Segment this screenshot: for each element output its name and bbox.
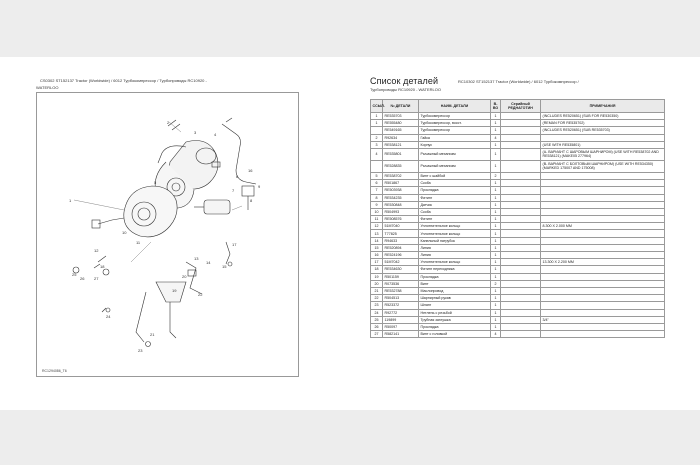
cell-part: 51M7042 bbox=[383, 259, 419, 266]
cell-ref: 17 bbox=[371, 259, 383, 266]
table-row bbox=[371, 244, 665, 251]
cell-qty: 1 bbox=[491, 287, 501, 294]
table-row bbox=[371, 187, 665, 194]
callout-11: 11 bbox=[136, 240, 141, 245]
callout-8: 8 bbox=[250, 198, 253, 203]
cell-serial bbox=[501, 187, 541, 194]
callout-20: 20 bbox=[182, 274, 187, 279]
left-breadcrumb-line2: WATERLOO bbox=[36, 85, 59, 90]
table-row bbox=[371, 113, 665, 120]
cell-name: Гайка bbox=[419, 134, 491, 141]
callout-5: 5 bbox=[154, 180, 157, 185]
cell-note bbox=[541, 323, 665, 330]
cell-qty: 1 bbox=[491, 316, 501, 323]
table-row bbox=[371, 287, 665, 294]
cell-qty: 1 bbox=[491, 237, 501, 244]
cell-note: 13.300 X 2.200 MM bbox=[541, 259, 665, 266]
cell-note: (USE WITH RE535801) bbox=[541, 141, 665, 148]
cell-serial bbox=[501, 323, 541, 330]
cell-serial bbox=[501, 259, 541, 266]
cell-part: RE528835 bbox=[383, 160, 419, 172]
cell-qty: 1 bbox=[491, 113, 501, 120]
cell-qty: 1 bbox=[491, 120, 501, 127]
cell-ref: 26 bbox=[371, 323, 383, 330]
cell-part: R92634 bbox=[383, 134, 419, 141]
table-row bbox=[371, 172, 665, 179]
callout-19: 19 bbox=[172, 288, 177, 293]
bolt-small bbox=[168, 120, 180, 130]
cell-ref: 14 bbox=[371, 237, 383, 244]
cell-qty: 1 bbox=[491, 160, 501, 172]
cell-part: RE534630 bbox=[383, 266, 419, 273]
cell-qty: 1 bbox=[491, 187, 501, 194]
cell-name: Турбокомпрессор bbox=[419, 127, 491, 134]
callout-15: 15 bbox=[222, 264, 227, 269]
cell-qty: 1 bbox=[491, 323, 501, 330]
cell-name: Фитинг bbox=[419, 216, 491, 223]
callout-18: 18 bbox=[100, 264, 105, 269]
cell-part: R504513 bbox=[383, 295, 419, 302]
table-row bbox=[371, 280, 665, 287]
cell-serial bbox=[501, 113, 541, 120]
cell-serial bbox=[501, 194, 541, 201]
compressor-scroll bbox=[124, 186, 177, 237]
cell-part: 51M7040 bbox=[383, 223, 419, 230]
cell-qty: 1 bbox=[491, 259, 501, 266]
cell-part: R501159 bbox=[383, 273, 419, 280]
table-row bbox=[371, 216, 665, 223]
cell-note bbox=[541, 266, 665, 273]
cell-part: R073536 bbox=[383, 280, 419, 287]
cell-serial bbox=[501, 266, 541, 273]
cell-part: R92772 bbox=[383, 309, 419, 316]
cell-qty: 1 bbox=[491, 252, 501, 259]
bracket bbox=[242, 186, 254, 196]
cell-qty: 4 bbox=[491, 331, 501, 338]
cell-qty: 1 bbox=[491, 230, 501, 237]
table-row bbox=[371, 252, 665, 259]
cell-qty: 1 bbox=[491, 201, 501, 208]
callout-12: 12 bbox=[94, 248, 99, 253]
cell-ref: 21 bbox=[371, 287, 383, 294]
table-row bbox=[371, 223, 665, 230]
cell-qty: 1 bbox=[491, 216, 501, 223]
cell-name: Фитинг bbox=[419, 194, 491, 201]
callout-17: 17 bbox=[232, 242, 237, 247]
table-row bbox=[371, 127, 665, 134]
table-row bbox=[371, 134, 665, 141]
cell-name: Капельный патрубок bbox=[419, 237, 491, 244]
cell-serial bbox=[501, 208, 541, 215]
table-row bbox=[371, 148, 665, 160]
cell-part: RE503938 bbox=[383, 187, 419, 194]
cell-note bbox=[541, 295, 665, 302]
callout-4: 4 bbox=[214, 132, 217, 137]
cell-serial bbox=[501, 287, 541, 294]
cell-note bbox=[541, 280, 665, 287]
cell-part: R504993 bbox=[383, 208, 419, 215]
wire bbox=[226, 242, 230, 264]
callout-16: 16 bbox=[248, 168, 253, 173]
callout-3: 3 bbox=[194, 130, 197, 135]
oil-return-line bbox=[136, 292, 146, 342]
parts-table bbox=[370, 99, 665, 338]
callout-13: 13 bbox=[194, 256, 199, 261]
cell-name: Шланг bbox=[419, 302, 491, 309]
cell-part: R582141 bbox=[383, 331, 419, 338]
cell-qty: 1 bbox=[491, 223, 501, 230]
cell-name: Уплотнительное кольцо bbox=[419, 223, 491, 230]
cell-qty: 1 bbox=[491, 127, 501, 134]
callout-21: 21 bbox=[150, 332, 155, 337]
cell-ref: 19 bbox=[371, 273, 383, 280]
cell-name: Шарнирный рукав bbox=[419, 295, 491, 302]
col-part: № ДЕТАЛИ bbox=[383, 100, 419, 113]
cell-serial bbox=[501, 120, 541, 127]
cell-part: RE538121 bbox=[383, 141, 419, 148]
cell-serial bbox=[501, 309, 541, 316]
cell-ref: 25 bbox=[371, 316, 383, 323]
cell-ref: 15 bbox=[371, 244, 383, 251]
callout-1: 1 bbox=[69, 198, 72, 203]
cell-serial bbox=[501, 134, 541, 141]
gasket-support bbox=[156, 282, 186, 302]
callout-27: 27 bbox=[94, 276, 99, 281]
cell-note bbox=[541, 252, 665, 259]
table-row bbox=[371, 309, 665, 316]
cell-serial bbox=[501, 141, 541, 148]
cell-qty: 2 bbox=[491, 280, 501, 287]
cell-ref: 2 bbox=[371, 134, 383, 141]
cell-qty: 1 bbox=[491, 180, 501, 187]
table-row bbox=[371, 141, 665, 148]
cell-note: (INCLUDES RE520651) (SUB RE535703) bbox=[541, 127, 665, 134]
cell-part: RE524196 bbox=[383, 252, 419, 259]
cell-part: R94633 bbox=[383, 237, 419, 244]
cell-part: RE535801 bbox=[383, 148, 419, 160]
cell-name: Скоба bbox=[419, 180, 491, 187]
cell-ref: 3 bbox=[371, 141, 383, 148]
cell-ref: 6 bbox=[371, 180, 383, 187]
col-name: НАИМ. ДЕТАЛИ bbox=[419, 100, 491, 113]
table-row bbox=[371, 160, 665, 172]
cell-serial bbox=[501, 331, 541, 338]
table-row bbox=[371, 230, 665, 237]
cell-part: R523372 bbox=[383, 302, 419, 309]
cell-part: RE508576 bbox=[383, 216, 419, 223]
cell-ref bbox=[371, 160, 383, 172]
cell-qty: 1 bbox=[491, 244, 501, 251]
cell-part: RE530848 bbox=[383, 201, 419, 208]
cell-name: Датчик bbox=[419, 201, 491, 208]
callout-6: 6 bbox=[236, 174, 239, 179]
cell-serial bbox=[501, 237, 541, 244]
cell-note: (REMAN FOR RE535702) bbox=[541, 120, 665, 127]
cell-note: 3/4" bbox=[541, 316, 665, 323]
cell-ref: 24 bbox=[371, 309, 383, 316]
col-note: ПРИМЕЧАНИЯ bbox=[541, 100, 665, 113]
cell-serial bbox=[501, 180, 541, 187]
cell-ref: 1 bbox=[371, 113, 383, 120]
cell-note bbox=[541, 302, 665, 309]
cell-ref: 23 bbox=[371, 302, 383, 309]
cell-note bbox=[541, 230, 665, 237]
cell-name: Прокладка bbox=[419, 323, 491, 330]
cell-note bbox=[541, 134, 665, 141]
cell-serial bbox=[501, 127, 541, 134]
cell-part: R501867 bbox=[383, 180, 419, 187]
left-breadcrumb-line1: CS0302 ST152137 Tractor (Worldwide) / 6012 Турбокомпрессор / Турбопроводы RC10920 - bbox=[40, 78, 207, 83]
cell-serial bbox=[501, 223, 541, 230]
cell-serial bbox=[501, 244, 541, 251]
cell-serial bbox=[501, 201, 541, 208]
cell-ref: 1 bbox=[371, 120, 383, 127]
drain-tube bbox=[186, 262, 202, 294]
cell-ref: 18 bbox=[371, 266, 383, 273]
cell-name: Рычажный механизм bbox=[419, 160, 491, 172]
cell-ref: 7 bbox=[371, 187, 383, 194]
cell-ref: 8 bbox=[371, 194, 383, 201]
cell-name: Скоба bbox=[419, 208, 491, 215]
cell-qty: 2 bbox=[491, 172, 501, 179]
table-row bbox=[371, 266, 665, 273]
cell-note bbox=[541, 244, 665, 251]
cell-serial bbox=[501, 273, 541, 280]
table-row bbox=[371, 180, 665, 187]
table-row bbox=[371, 237, 665, 244]
cell-name: Винт bbox=[419, 280, 491, 287]
cell-ref: 20 bbox=[371, 280, 383, 287]
cell-ref: 13 bbox=[371, 230, 383, 237]
figure-id: RC1294086_T6 bbox=[42, 369, 67, 373]
cell-ref: 4 bbox=[371, 148, 383, 160]
cell-name: Винт с головкой bbox=[419, 331, 491, 338]
cell-serial bbox=[501, 216, 541, 223]
cell-note bbox=[541, 331, 665, 338]
table-row bbox=[371, 295, 665, 302]
cell-ref: 22 bbox=[371, 295, 383, 302]
callout-25: 25 bbox=[72, 272, 77, 277]
cell-note: 8.300 X 2.000 MM bbox=[541, 223, 665, 230]
cell-part: RE534235 bbox=[383, 194, 419, 201]
cell-name: Турбокомпрессор, восст. bbox=[419, 120, 491, 127]
cell-note bbox=[541, 216, 665, 223]
table-row bbox=[371, 273, 665, 280]
cell-name: Трубная заглушка bbox=[419, 316, 491, 323]
callout-7: 7 bbox=[232, 188, 235, 193]
cell-serial bbox=[501, 160, 541, 172]
cell-name: Линия bbox=[419, 244, 491, 251]
cell-ref bbox=[371, 127, 383, 134]
col-ref: ССЫЛ. bbox=[371, 100, 383, 113]
cell-qty: 1 bbox=[491, 302, 501, 309]
cell-serial bbox=[501, 316, 541, 323]
cell-qty: 1 bbox=[491, 273, 501, 280]
table-row bbox=[371, 316, 665, 323]
cell-name: Корпус bbox=[419, 141, 491, 148]
cell-note bbox=[541, 201, 665, 208]
cell-note: (A- ВАРИАНТ С ШАРОВЫМ ШАРНИРОМ) (USE WITH RE538702 AND RE538121) (MAKE05 277964) bbox=[541, 148, 665, 160]
table-row bbox=[371, 302, 665, 309]
cell-name: Линия bbox=[419, 252, 491, 259]
cell-part: RE520894 bbox=[383, 244, 419, 251]
cell-name: Прокладка bbox=[419, 273, 491, 280]
cell-ref: 9 bbox=[371, 201, 383, 208]
cell-ref: 27 bbox=[371, 331, 383, 338]
col-qty: В-ВО bbox=[491, 100, 501, 113]
cell-qty: 1 bbox=[491, 295, 501, 302]
parts-list-title: Список деталей bbox=[370, 76, 439, 86]
cell-serial bbox=[501, 302, 541, 309]
cell-serial bbox=[501, 148, 541, 160]
cell-part: RE555480 bbox=[383, 120, 419, 127]
cell-name: Прокладка bbox=[419, 187, 491, 194]
cell-note bbox=[541, 273, 665, 280]
cell-note bbox=[541, 194, 665, 201]
cell-name: Винт с шайбой bbox=[419, 172, 491, 179]
table-row bbox=[371, 120, 665, 127]
cell-serial bbox=[501, 295, 541, 302]
cell-part: 119899 bbox=[383, 316, 419, 323]
cell-serial bbox=[501, 172, 541, 179]
cell-qty: 1 bbox=[491, 266, 501, 273]
cell-part: RE549165 bbox=[383, 127, 419, 134]
cell-name: Рычажный механизм bbox=[419, 148, 491, 160]
callout-14: 14 bbox=[206, 260, 211, 265]
cell-note: (B- ВАРИАНТ С БОЛТОВЫМ ШАРНИРОМ) (USE WITH RE534350) (MARKED 175007 AND 175008) bbox=[541, 160, 665, 172]
table-row bbox=[371, 194, 665, 201]
table-row bbox=[371, 331, 665, 338]
cell-ref: 10 bbox=[371, 208, 383, 215]
cell-qty: 4 bbox=[491, 134, 501, 141]
callout-24: 24 bbox=[106, 314, 111, 319]
table-row bbox=[371, 323, 665, 330]
callout-9: 9 bbox=[258, 184, 261, 189]
cell-name: Уплотнительное кольцо bbox=[419, 230, 491, 237]
small-nut bbox=[102, 308, 106, 312]
cell-serial bbox=[501, 230, 541, 237]
actuator bbox=[204, 200, 230, 214]
table-row bbox=[371, 201, 665, 208]
parts-table-body bbox=[371, 113, 665, 338]
table-row bbox=[371, 208, 665, 215]
cell-serial bbox=[501, 252, 541, 259]
cell-note bbox=[541, 237, 665, 244]
cell-name: Турбокомпрессор bbox=[419, 113, 491, 120]
cell-part: RE532788 bbox=[383, 287, 419, 294]
cell-qty: 1 bbox=[491, 309, 501, 316]
cell-name: Нетлень с резьбой bbox=[419, 309, 491, 316]
right-breadcrumb-line2: Турбопроводы RC10920 - WATERLOO bbox=[370, 87, 441, 92]
cell-serial bbox=[501, 280, 541, 287]
turbocharger-exploded-diagram bbox=[36, 92, 299, 377]
cell-part: T77825 bbox=[383, 230, 419, 237]
cell-qty: 1 bbox=[491, 148, 501, 160]
cell-qty: 1 bbox=[491, 208, 501, 215]
cell-note bbox=[541, 180, 665, 187]
cell-name: Уплотнительное кольцо bbox=[419, 259, 491, 266]
cell-note: (INCLUDES RE520651) (SUB FOR RE530350) bbox=[541, 113, 665, 120]
cell-qty: 1 bbox=[491, 194, 501, 201]
cell-name: Фитинг переходника bbox=[419, 266, 491, 273]
cell-ref: 11 bbox=[371, 216, 383, 223]
callout-26: 26 bbox=[80, 276, 85, 281]
callout-23: 23 bbox=[138, 348, 143, 353]
cell-part: RE538702 bbox=[383, 172, 419, 179]
cell-ref: 16 bbox=[371, 252, 383, 259]
oil-line bbox=[222, 124, 256, 184]
cell-part: R50097 bbox=[383, 323, 419, 330]
col-serial: Серийный РЕДНАГОТИН bbox=[501, 100, 541, 113]
cell-note bbox=[541, 208, 665, 215]
callout-10: 10 bbox=[122, 230, 127, 235]
cell-part: RE535703 bbox=[383, 113, 419, 120]
right-breadcrumb-line1: RC10302 ST152137 Tractor (Worldwide) / 6012 Турбокомпрессор / bbox=[458, 79, 579, 84]
table-row bbox=[371, 259, 665, 266]
cell-note bbox=[541, 172, 665, 179]
callout-2: 2 bbox=[167, 120, 170, 125]
cell-note bbox=[541, 287, 665, 294]
callout-22: 22 bbox=[198, 292, 203, 297]
cell-qty: 1 bbox=[491, 141, 501, 148]
cell-ref: 12 bbox=[371, 223, 383, 230]
cell-name: Маслопровод bbox=[419, 287, 491, 294]
cell-note bbox=[541, 187, 665, 194]
parts-table-header bbox=[371, 100, 665, 113]
cell-note bbox=[541, 309, 665, 316]
cell-ref: 5 bbox=[371, 172, 383, 179]
